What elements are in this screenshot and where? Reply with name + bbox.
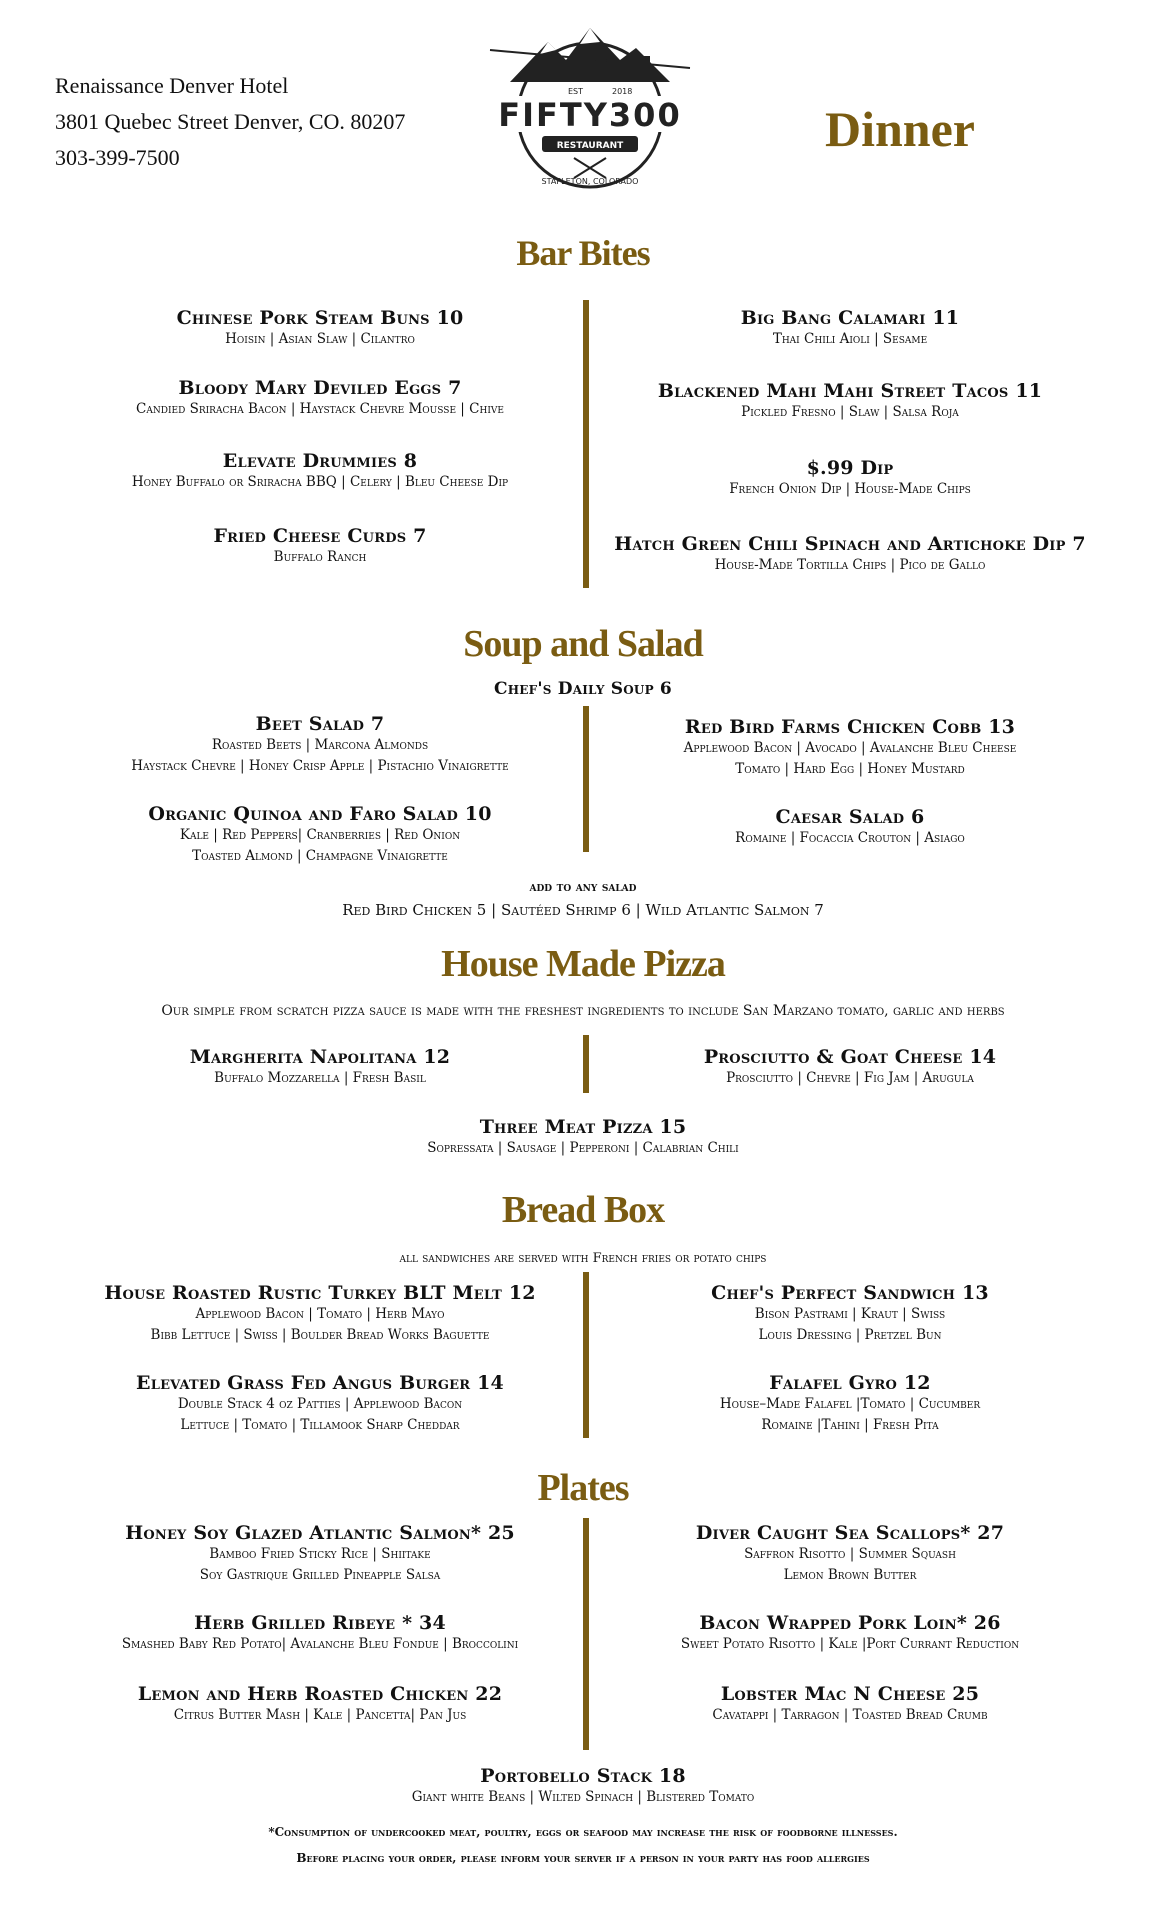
menu-header xyxy=(0,0,1166,200)
item-desc: Thai Chili Aioli | Sesame xyxy=(772,331,928,347)
logo-location: STAPLETON, COLORADO xyxy=(541,177,639,186)
item-desc: Sopressata | Sausage | Pepperoni | Calabrian Chili xyxy=(427,1140,739,1156)
item-desc: Bison Pastrami | Kraut | Swiss xyxy=(754,1306,946,1322)
item-desc: Giant white Beans | Wilted Spinach | Blistered Tomato xyxy=(411,1789,755,1805)
item-desc: Smashed Baby Red Potato| Avalanche Bleu Fondue | Broccolini xyxy=(121,1636,519,1652)
logo-year: 2018 xyxy=(612,87,633,96)
item-name: Portobello Stack 18 xyxy=(480,1765,686,1787)
item-name: $.99 Dip xyxy=(806,457,894,479)
item-desc: Roasted Beets | Marcona Almonds xyxy=(211,737,429,753)
item-name: Prosciutto & Goat Cheese 14 xyxy=(703,1046,997,1068)
menu-item xyxy=(60,307,580,350)
hotel-name: Renaissance Denver Hotel xyxy=(55,73,289,98)
daily-soup xyxy=(0,679,1166,699)
menu-item xyxy=(600,716,1100,780)
item-name: Lobster Mac N Cheese 25 xyxy=(720,1683,980,1705)
item-name: Chef's Perfect Sandwich 13 xyxy=(711,1282,989,1304)
bread-box-intro: all sandwiches are served with French fries or potato chips xyxy=(399,1251,767,1266)
item-name: Organic Quinoa and Faro Salad 10 xyxy=(148,803,492,825)
daily-soup-label: Chef's Daily Soup 6 xyxy=(494,679,672,699)
item-desc: Lettuce | Tomato | Tillamook Sharp Cheddar xyxy=(180,1417,460,1433)
menu-item xyxy=(600,1282,1100,1346)
item-name: Hatch Green Chili Spinach and Artichoke Dip 7 xyxy=(614,533,1086,555)
salad-addon-title: add to any salad xyxy=(529,880,637,895)
menu-item xyxy=(60,1522,580,1586)
logo-ribbon: RESTAURANT xyxy=(556,141,624,151)
item-name: Margherita Napolitana 12 xyxy=(189,1046,451,1068)
hotel-phone: 303-399-7500 xyxy=(55,145,180,170)
bread-box-title: Bread Box xyxy=(501,1189,665,1231)
item-desc: Toasted Almond | Champagne Vinaigrette xyxy=(192,848,448,864)
item-desc: Pickled Fresno | Slaw | Salsa Roja xyxy=(741,404,959,420)
restaurant-logo xyxy=(470,20,710,198)
food-safety-warning: *Consumption of undercooked meat, poultry, eggs or seafood may increase the risk of foodborne illnesses. xyxy=(268,1825,898,1839)
menu-item xyxy=(600,533,1100,576)
item-desc: Buffalo Ranch xyxy=(273,549,367,565)
item-name: Big Bang Calamari 11 xyxy=(740,307,960,329)
hotel-address-block xyxy=(55,68,405,176)
item-name: Elevate Drummies 8 xyxy=(222,450,418,472)
menu-item xyxy=(600,1612,1100,1655)
item-name: Blackened Mahi Mahi Street Tacos 11 xyxy=(657,380,1043,402)
menu-item xyxy=(600,806,1100,849)
item-desc: Kale | Red Peppers| Cranberries | Red Onion xyxy=(179,827,461,843)
item-desc: Bamboo Fried Sticky Rice | Shiitake xyxy=(209,1546,431,1562)
pizza-title: House Made Pizza xyxy=(441,943,725,985)
menu-item xyxy=(60,450,580,493)
item-desc: Romaine | Focaccia Crouton | Asiago xyxy=(735,830,965,846)
menu-item xyxy=(600,457,1100,500)
item-desc: House–Made Falafel |Tomato | Cucumber xyxy=(719,1396,981,1412)
plates-divider xyxy=(583,1518,589,1750)
item-name: Red Bird Farms Chicken Cobb 13 xyxy=(684,716,1016,738)
soup-salad-divider xyxy=(583,706,589,852)
allergy-notice: Before placing your order, please inform your server if a person in your party has food allergies xyxy=(296,1851,870,1865)
item-desc: Honey Buffalo or Sriracha BBQ | Celery | Bleu Cheese Dip xyxy=(131,474,509,490)
item-desc: Saffron Risotto | Summer Squash xyxy=(744,1546,956,1562)
bread-box-divider xyxy=(583,1272,589,1438)
item-name: Chinese Pork Steam Buns 10 xyxy=(176,307,464,329)
pizza-divider xyxy=(583,1035,589,1093)
item-name: Diver Caught Sea Scallops* 27 xyxy=(695,1522,1005,1544)
item-desc: House-Made Tortilla Chips | Pico de Gallo xyxy=(714,557,986,573)
item-desc: Citrus Butter Mash | Kale | Pancetta| Pan Jus xyxy=(173,1707,467,1723)
item-name: Lemon and Herb Roasted Chicken 22 xyxy=(137,1683,503,1705)
item-desc: French Onion Dip | House-Made Chips xyxy=(729,481,971,497)
salad-addon-items: Red Bird Chicken 5 | Sautéed Shrimp 6 | Wild Atlantic Salmon 7 xyxy=(342,901,824,919)
item-desc: Louis Dressing | Pretzel Bun xyxy=(758,1327,942,1343)
menu-type-title: Dinner xyxy=(825,101,975,157)
item-desc: Cavatappi | Tarragon | Toasted Bread Crumb xyxy=(712,1707,988,1723)
hotel-street: 3801 Quebec Street Denver, CO. 80207 xyxy=(55,109,406,134)
menu-item xyxy=(60,1282,580,1346)
plates-title: Plates xyxy=(537,1467,629,1509)
menu-item xyxy=(200,1765,966,1808)
menu-item xyxy=(600,307,1100,350)
pizza-intro: Our simple from scratch pizza sauce is made with the freshest ingredients to include San Marzano tomato, garlic and herbs xyxy=(161,1003,1005,1019)
item-desc: Tomato | Hard Egg | Honey Mustard xyxy=(735,761,965,777)
menu-item xyxy=(60,1372,580,1436)
menu-item xyxy=(600,380,1100,423)
menu-item xyxy=(600,1372,1100,1436)
item-name: Bacon Wrapped Pork Loin* 26 xyxy=(699,1612,1001,1634)
item-desc: Applewood Bacon | Avocado | Avalanche Bleu Cheese xyxy=(683,740,1017,756)
item-desc: Buffalo Mozzarella | Fresh Basil xyxy=(214,1070,426,1086)
item-desc: Romaine |Tahini | Fresh Pita xyxy=(761,1417,939,1433)
item-desc: Candied Sriracha Bacon | Haystack Chevre Mousse | Chive xyxy=(136,401,504,417)
menu-item xyxy=(600,1522,1100,1586)
menu-item xyxy=(200,1116,966,1159)
item-name: Elevated Grass Fed Angus Burger 14 xyxy=(136,1372,504,1394)
item-name: Falafel Gyro 12 xyxy=(769,1372,931,1394)
menu-item xyxy=(60,803,580,867)
menu-item xyxy=(600,1046,1100,1089)
bar-bites-divider xyxy=(583,300,589,588)
item-desc: Bibb Lettuce | Swiss | Boulder Bread Works Baguette xyxy=(150,1327,490,1343)
logo-wordmark: FIFTY300 xyxy=(498,96,682,134)
item-desc: Prosciutto | Chevre | Fig Jam | Arugula xyxy=(726,1070,974,1086)
item-desc: Lemon Brown Butter xyxy=(783,1567,917,1583)
menu-item xyxy=(60,377,580,420)
item-name: Herb Grilled Ribeye * 34 xyxy=(194,1612,446,1634)
item-name: Three Meat Pizza 15 xyxy=(479,1116,687,1138)
item-desc: Hoisin | Asian Slaw | Cilantro xyxy=(225,331,415,347)
logo-est: EST xyxy=(568,87,584,96)
item-name: Caesar Salad 6 xyxy=(775,806,925,828)
menu-item xyxy=(60,525,580,568)
bar-bites-title: Bar Bites xyxy=(516,233,650,273)
item-desc: Sweet Potato Risotto | Kale |Port Currant Reduction xyxy=(680,1636,1020,1652)
item-desc: Applewood Bacon | Tomato | Herb Mayo xyxy=(195,1306,445,1322)
item-name: Fried Cheese Curds 7 xyxy=(213,525,427,547)
menu-item xyxy=(60,1046,580,1089)
item-name: Bloody Mary Deviled Eggs 7 xyxy=(178,377,462,399)
item-name: Honey Soy Glazed Atlantic Salmon* 25 xyxy=(125,1522,515,1544)
item-name: House Roasted Rustic Turkey BLT Melt 12 xyxy=(104,1282,536,1304)
menu-item xyxy=(60,1683,580,1726)
item-name: Beet Salad 7 xyxy=(255,713,385,735)
menu-item xyxy=(60,713,580,777)
soup-salad-title: Soup and Salad xyxy=(463,623,703,665)
item-desc: Haystack Chevre | Honey Crisp Apple | Pistachio Vinaigrette xyxy=(131,758,509,774)
menu-item xyxy=(60,1612,580,1655)
menu-item xyxy=(600,1683,1100,1726)
item-desc: Soy Gastrique Grilled Pineapple Salsa xyxy=(199,1567,441,1583)
item-desc: Double Stack 4 oz Patties | Applewood Bacon xyxy=(177,1396,463,1412)
